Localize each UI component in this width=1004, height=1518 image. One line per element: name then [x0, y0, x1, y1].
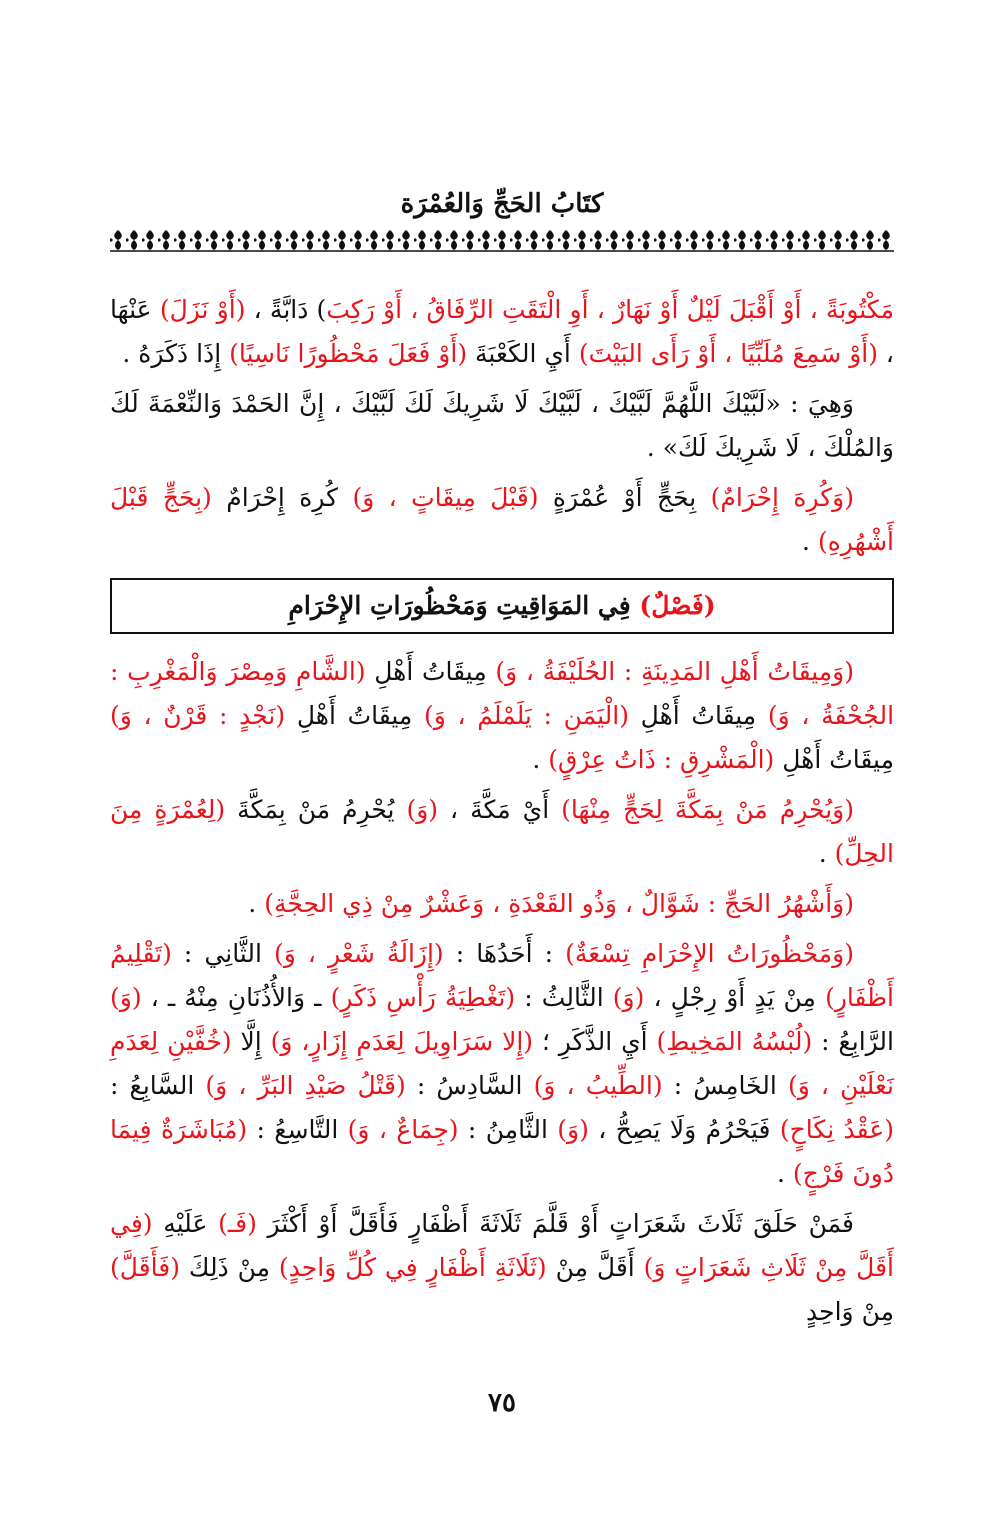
paragraph	[110, 476, 894, 564]
body-text	[110, 288, 894, 1340]
sharh-text-run: مِيقَاتُ أَهْلِ	[629, 701, 768, 730]
sharh-text-run: مِيقَاتُ أَهْلِ	[285, 701, 424, 730]
sharh-text-run: مِيقَاتُ أَهْلِ	[774, 745, 894, 774]
sharh-text-run: : أَحَدُهَا :	[443, 939, 566, 968]
matn-text-run: (عَقْدُ نِكَاحٍ)	[779, 1115, 894, 1144]
sharh-text-run: الثَّانِي :	[171, 939, 274, 968]
matn-text-run: (إِزَالَةُ شَعْرٍ ، وَ)	[274, 939, 444, 968]
matn-text-run: (لُبْسُهُ المَخِيطِ)	[656, 1027, 813, 1056]
matn-text-run: (ثَلَاثَةِ أَظْفَارٍ فِي كُلِّ وَاحِدٍ)	[278, 1253, 547, 1282]
matn-text-run: (قَتْلُ صَيْدِ البَرِّ ، وَ)	[205, 1071, 406, 1100]
paragraph	[110, 932, 894, 1196]
paragraphs-after-section	[110, 650, 894, 1334]
sharh-text-run: عَنْهَا ،	[110, 295, 894, 368]
matn-text-run: (وَ)	[110, 983, 142, 1012]
sharh-text-run: مِيقَاتُ أَهْلِ	[365, 657, 496, 686]
sharh-text-run: .	[818, 839, 835, 868]
paragraph	[110, 382, 894, 470]
sharh-text-run: أَيْ مَكَّةَ ،	[438, 795, 562, 824]
matn-text-run: (أَوْ نَزَلَ)	[159, 295, 246, 324]
sharh-text-run: ) دَابَّةً ،	[245, 295, 327, 324]
sharh-text-run: الرَّابِعُ :	[812, 1027, 894, 1056]
section-heading-box	[110, 578, 894, 634]
sharh-text-run: أَيِ الذَّكَرِ ؛	[533, 1027, 657, 1056]
matn-text-run: (أَوْ فَعَلَ مَحْظُورًا نَاسِيًا)	[229, 339, 468, 368]
sharh-text-run: أَيِ الكَعْبَةَ	[467, 339, 579, 368]
sharh-text-run: بِحَجٍّ أَوْ عُمْرَةٍ	[538, 483, 711, 512]
matn-text-run: (مُبَاشَرَةٌ فِيمَا دُونَ فَرْجٍ)	[110, 1115, 894, 1188]
matn-text-run: (نَجْدٍ : قَرْنٌ ، وَ)	[110, 701, 286, 730]
sharh-text-run: التَّاسِعُ :	[247, 1115, 348, 1144]
sharh-text-run: يُحْرِمُ مَنْ بِمَكَّةَ	[225, 795, 407, 824]
matn-text-run: (قَبْلَ مِيقَاتٍ ، وَ)	[352, 483, 539, 512]
paragraph	[110, 1202, 894, 1334]
matn-text-run: (الْيَمَنِ : يَلَمْلَمُ ، وَ)	[424, 701, 629, 730]
matn-text-run: (وَ)	[406, 795, 439, 824]
matn-text-run: مَكْتُوبَةً ، أَوْ أَقْبَلَ لَيْلٌ أَوْ نَهَارٌ ، أَوِ الْتَقَتِ الرِّفَاقُ ، أَوْ رَكِبَ	[326, 295, 894, 324]
matn-text-run: (إِلا سَرَاوِيلَ لِعَدَمِ إِزَارٍ، وَ)	[270, 1027, 534, 1056]
book-page	[110, 0, 894, 1518]
sharh-text-run: وَهِيَ : «لَبَّيْكَ اللَّهُمَّ لَبَّيْكَ ، لَبَّيْكَ لَا شَرِيكَ لَكَ لَبَّيْكَ ، إِنَّ الحَمْدَ وَالنِّعْمَةَ لَكَ وَالمُلْكَ ، لَا شَرِيكَ لَكَ» .	[110, 389, 894, 462]
matn-text-run: (بِحَجٍّ قَبْلَ أَشْهُرِهِ)	[110, 483, 894, 556]
running-head: كتَابُ الحَجِّ وَالعُمْرَة	[400, 189, 604, 219]
sharh-text-run: ـ وَالأُذُنَانِ مِنْهُ ـ ،	[141, 983, 331, 1012]
matn-text-run: (جِمَاعٌ ، وَ)	[347, 1115, 459, 1144]
sharh-text-run: مِنْ ذَلِكَ	[179, 1253, 279, 1282]
sharh-text-run: الثَّالِثُ :	[515, 983, 613, 1012]
matn-text-run: (لِعُمْرَةٍ مِنَ الحِلِّ)	[110, 795, 894, 868]
matn-text-run: (فَأَقَلَّ)	[110, 1253, 180, 1282]
sharh-text-run: الخَامِسُ :	[662, 1071, 788, 1100]
sharh-text-run: أَقَلَّ مِنْ	[546, 1253, 644, 1282]
paragraph	[110, 288, 894, 376]
matn-text-run: (أَوْ سَمِعَ مُلَبِّيًا ، أَوْ رَأَى البَيْتَ)	[578, 339, 878, 368]
sharh-text-run: الثَّامِنُ :	[458, 1115, 558, 1144]
sharh-text-run: السَّادِسُ :	[405, 1071, 534, 1100]
matn-text-run: (وَمِيقَاتُ أَهْلِ المَدِينَةِ : الحُلَيْفَةُ ، وَ)	[495, 657, 854, 686]
section-heading-label: (فَصْلٌ)	[639, 591, 716, 620]
paragraph	[110, 650, 894, 782]
matn-text-run: (وَ)	[557, 1115, 589, 1144]
matn-text-run: (وَيُحْرِمُ مَنْ بِمَكَّةَ لِحَجٍّ مِنْهَا)	[561, 795, 854, 824]
sharh-text-run: مِنْ وَاحِدٍ	[806, 1297, 894, 1326]
matn-text-run: (خُفَّيْنِ لِعَدَمِ نَعْلَيْنِ ، وَ)	[110, 1027, 894, 1100]
page-number: ٧٥	[488, 1388, 516, 1418]
sharh-text-run: كُرِهَ إِحْرَامٌ	[211, 483, 353, 512]
matn-text-run: (وَأَشْهُرُ الحَجِّ : شَوَّالٌ ، وَذُو القَعْدَةِ ، وَعَشْرٌ مِنْ ذِي الحِجَّةِ)	[264, 889, 854, 918]
matn-text-run: (الْمَشْرِقِ : ذَاتُ عِرْقٍ)	[548, 745, 775, 774]
matn-text-run: (تَقْلِيمُ أَظْفَارٍ)	[110, 939, 894, 1012]
matn-text-run: (الشَّامِ وَمِصْرَ وَالْمَغْرِبِ : الجُحْفَةُ ، وَ)	[110, 657, 895, 730]
matn-text-run: (فَـ)	[218, 1209, 257, 1238]
sharh-text-run: فَمَنْ حَلَقَ ثَلَاثَ شَعَرَاتٍ أَوْ قَلَّمَ ثَلَاثَةَ أَظْفَارٍ فَأَقَلَّ أَوْ أَكْثَرَ	[256, 1209, 855, 1238]
matn-text-run: (الطِّيبُ ، وَ)	[533, 1071, 663, 1100]
sharh-text-run: إِلَّا	[231, 1027, 271, 1056]
sharh-text-run: عَلَيْهِ	[152, 1209, 219, 1238]
ornament-border	[110, 228, 894, 252]
paragraphs-before-section	[110, 288, 894, 564]
matn-text-run: (وَكُرِهَ إِحْرَامٌ)	[710, 483, 854, 512]
matn-text-run: (وَ)	[612, 983, 645, 1012]
sharh-text-run: .	[776, 1159, 793, 1188]
sharh-text-run: السَّابِعُ :	[110, 1071, 206, 1100]
sharh-text-run: .	[248, 889, 265, 918]
section-heading-title: فِي المَوَاقِيتِ وَمَحْظُورَاتِ الإِحْرَامِ	[288, 591, 640, 620]
sharh-text-run: إِذَا ذَكَرَهُ .	[122, 339, 230, 368]
sharh-text-run: .	[802, 527, 818, 556]
matn-text-run: (فِي أَقَلَّ مِنْ ثَلَاثِ شَعَرَاتٍ وَ)	[110, 1209, 894, 1282]
sharh-text-run: .	[532, 745, 549, 774]
matn-text-run: (تَغْطِيَةُ رَأْسِ ذَكَرٍ)	[330, 983, 516, 1012]
matn-text-run: (وَمَحْظُورَاتُ الإِحْرَامِ تِسْعَةٌ)	[565, 939, 854, 968]
paragraph	[110, 882, 894, 926]
paragraph	[110, 788, 894, 876]
sharh-text-run: مِنْ يَدٍ أَوْ رِجْلٍ ،	[644, 983, 826, 1012]
sharh-text-run: فَيَحْرُمُ وَلَا يَصِحُّ ،	[588, 1115, 780, 1144]
